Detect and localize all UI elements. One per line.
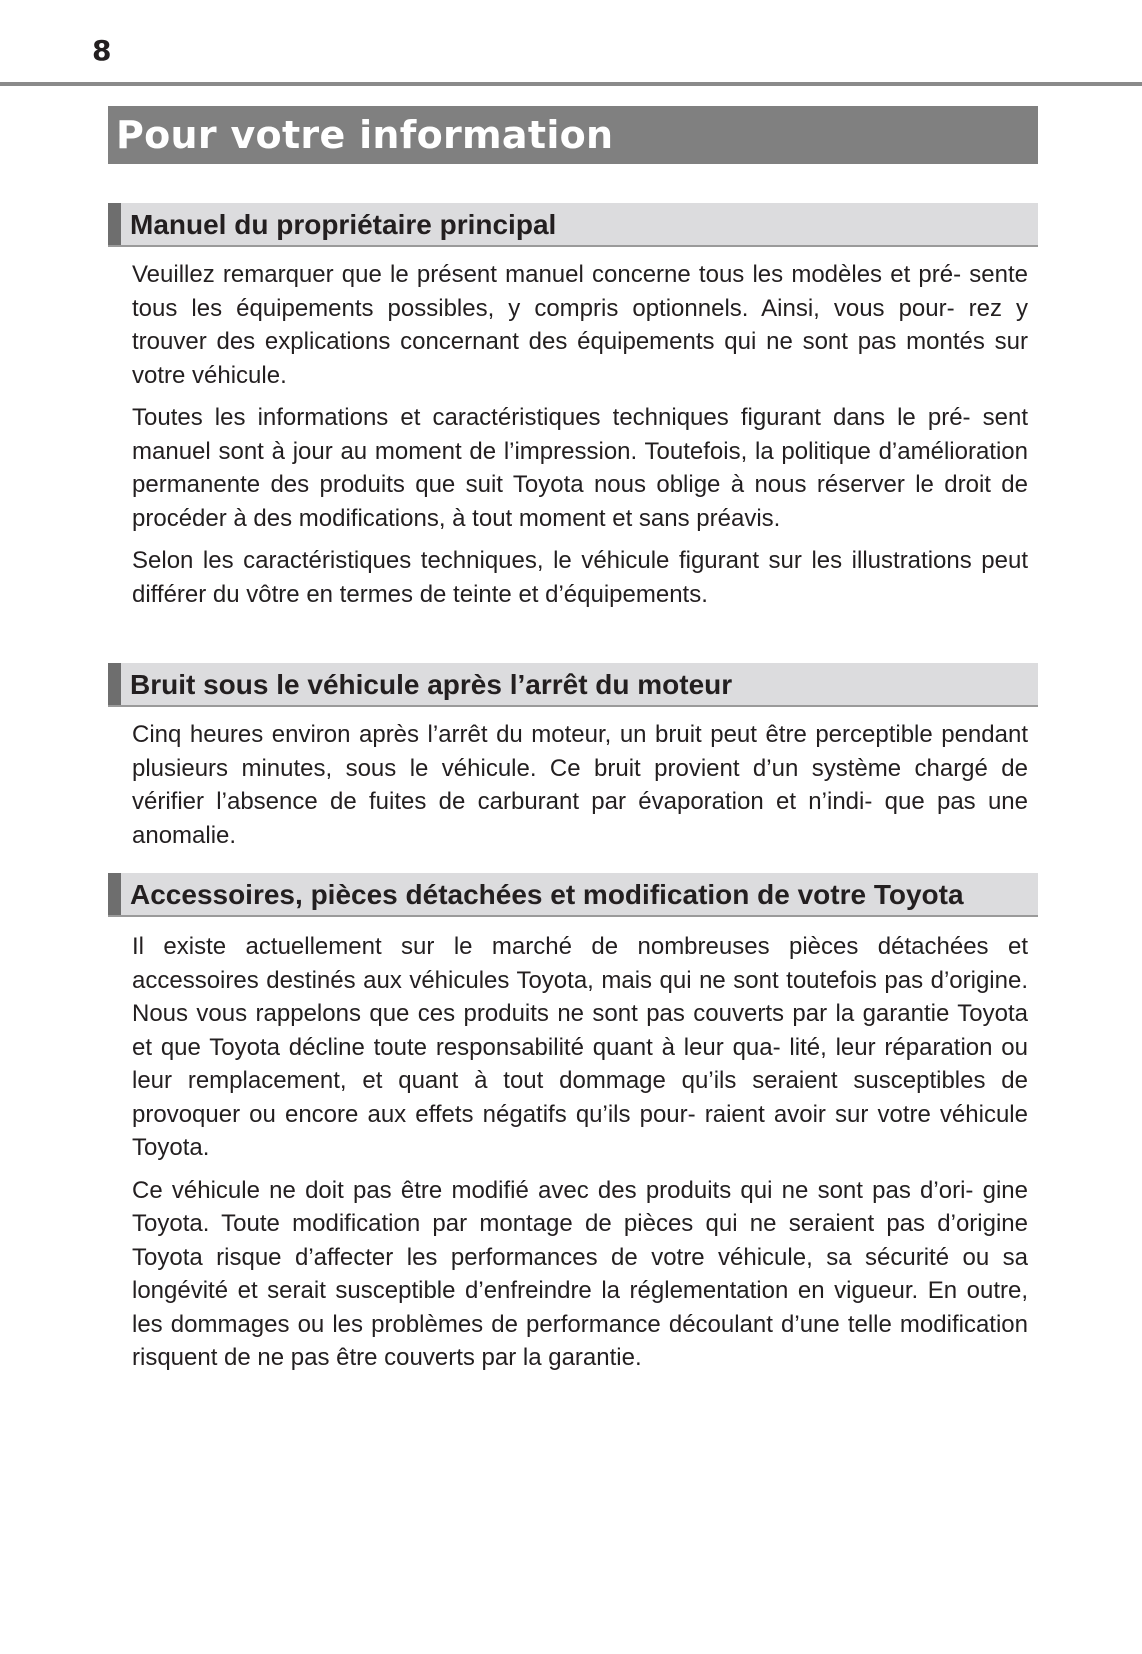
section-heading: Bruit sous le véhicule après l’arrêt du moteur — [130, 669, 733, 700]
paragraph: Il existe actuellement sur le marché de nombreuses pièces détachées et accessoires destinés aux véhicules Toyota, mais qui ne sont toutefois pas d’origine. Nous vous rappelons que ces produits ne sont pas couverts par la garantie Toyota et que Toyota décline toute responsabilité quant à leur qua- lité, leur réparation ou leur remplacement, et quant à tout dommage qu’ils seraient susceptibles de provoquer ou encore aux effets négatifs qu’ils pour- raient avoir sur votre véhicule Toyota. — [132, 933, 1028, 1161]
section-header — [108, 663, 1038, 707]
paragraph: Veuillez remarquer que le présent manuel concerne tous les modèles et pré- sente tous les équipements possibles, y compris optionnels. Ainsi, vous pour- rez y trouver des explications concernant des équipements qui ne sont pas montés sur votre véhicule. — [132, 261, 1028, 389]
section-owners-manual — [108, 203, 1038, 620]
page-title: Pour votre information — [116, 113, 614, 157]
section-heading: Accessoires, pièces détachées et modification de votre Toyota — [130, 879, 964, 910]
paragraph: Cinq heures environ après l’arrêt du moteur, un bruit peut être perceptible pendant plusieurs minutes, sous le véhicule. Ce bruit provient d’un système chargé de vérifier l’absence de fuites de carburant par évaporation et n’indi- que pas une anomalie. — [132, 721, 1028, 849]
page-number: 8 — [92, 34, 112, 67]
section-body — [132, 707, 1028, 852]
paragraph: Toutes les informations et caractéristiques techniques figurant dans le pré- sent manuel sont à jour au moment de l’impression. Toutefois, la politique d’amélioration permanente des produits que suit Toyota nous oblige à nous réserver le droit de procéder à des modifications, à tout moment et sans préavis. — [132, 404, 1028, 532]
section-header — [108, 203, 1038, 247]
paragraph: Selon les caractéristiques techniques, le véhicule figurant sur les illustrations peut différer du vôtre en termes de teinte et d’équipements. — [132, 547, 1028, 608]
section-header — [108, 873, 1038, 917]
section-body — [132, 247, 1028, 611]
title-banner — [108, 106, 1038, 164]
section-body — [132, 917, 1028, 1375]
header-rule — [0, 82, 1142, 86]
section-noise-after-stop — [108, 663, 1038, 861]
paragraph: Ce véhicule ne doit pas être modifié avec des produits qui ne sont pas d’ori- gine Toyota. Toute modification par montage de pièces qui ne seraient pas d’origine Toyota risque d’affecter les performances de votre véhicule, sa sécurité ou sa longévité et serait susceptible d’enfreindre la réglementation en vigueur. En outre, les dommages ou les problèmes de performance découlant d’une telle modification risquent de ne pas être couverts par la garantie. — [132, 1176, 1028, 1371]
section-accessories — [108, 873, 1038, 1384]
section-heading: Manuel du propriétaire principal — [130, 209, 557, 240]
